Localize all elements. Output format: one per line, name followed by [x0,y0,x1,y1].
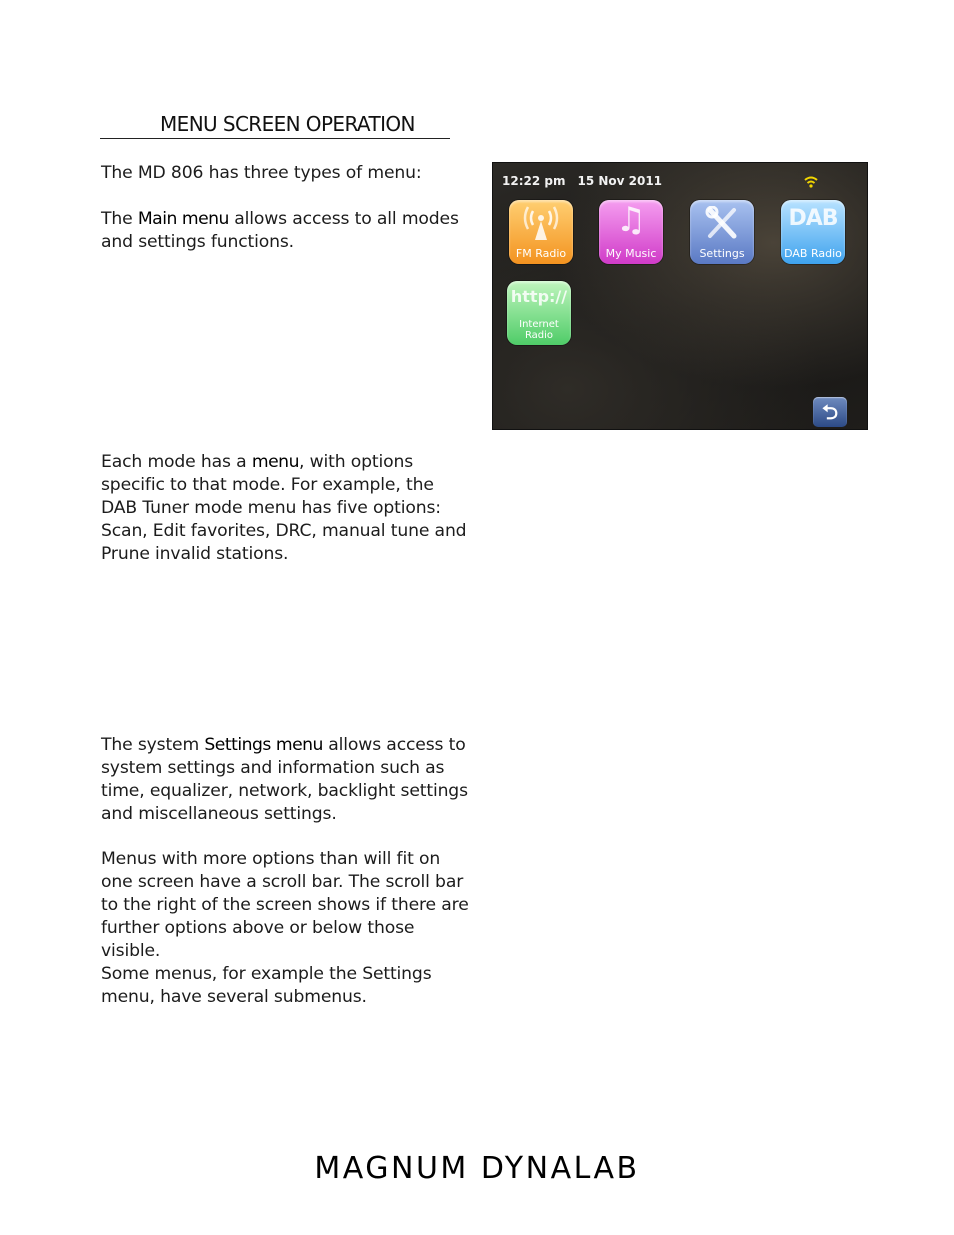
http-icon: http:// [510,287,568,306]
back-arrow-icon: ⮌ [813,397,847,427]
mode-menu-suffix: , with options specific to that mode. For example, the DAB Tuner mode menu has five options: Scan, Edit favorites, DRC, manual tune and Prune invalid stations. [101,452,467,564]
wifi-icon [804,175,818,189]
my-music-label: My Music [605,247,657,260]
screen-date: 15 Nov 2011 [577,174,663,188]
settings-tile [690,200,754,264]
fm-radio-label: FM Radio [515,247,567,260]
settings-menu-suffix: allows access to system settings and information such as time, equalizer, network, backlight settings and miscellaneous settings. [101,735,468,824]
wrench-screwdriver-icon [690,206,754,244]
internet-radio-label-line1: Internet [519,319,559,330]
dab-logo-icon: DAB [788,206,838,231]
music-note-icon: ♫ [615,200,647,240]
status-bar [502,174,662,188]
internet-radio-label-line2: Radio [524,330,554,341]
dab-radio-label: DAB Radio [784,247,842,260]
submenu-text: Some menus, for example the Settings menu, have several submenus. [101,964,432,1007]
main-menu-screenshot [492,162,868,430]
brand-logo: MAGNUM DYNALAB [314,1151,640,1186]
screen-time: 12:22 pm [502,174,566,188]
settings-label: Settings [699,247,745,260]
radio-tower-icon [509,206,573,244]
settings-menu-prefix: The system [101,735,205,755]
main-menu-term: Main menu [137,209,229,229]
scroll-bar-text: Menus with more options than will fit on one screen have a scroll bar. The scroll bar to the right of the screen shows if there are further options above or below those visible. [101,849,469,961]
scroll-bar-paragraph [101,848,471,1009]
fm-radio-tile [509,200,573,264]
main-menu-prefix: The [101,209,138,229]
settings-menu-paragraph [101,734,471,826]
mode-menu-term: menu [251,452,299,472]
internet-radio-tile [507,281,571,345]
settings-menu-term: Settings menu [204,735,323,755]
intro-text: The MD 806 has three types of menu: [101,163,422,183]
mode-menu-prefix: Each mode has a [101,452,252,472]
section-heading: MENU SCREEN OPERATION [100,112,450,139]
main-menu-paragraph [101,208,471,254]
internet-radio-label [507,319,571,341]
intro-paragraph [101,162,471,185]
main-menu-suffix: allows access to all modes and settings functions. [101,209,459,252]
my-music-tile [599,200,663,264]
dab-radio-tile [781,200,845,264]
mode-menu-paragraph [101,451,471,566]
